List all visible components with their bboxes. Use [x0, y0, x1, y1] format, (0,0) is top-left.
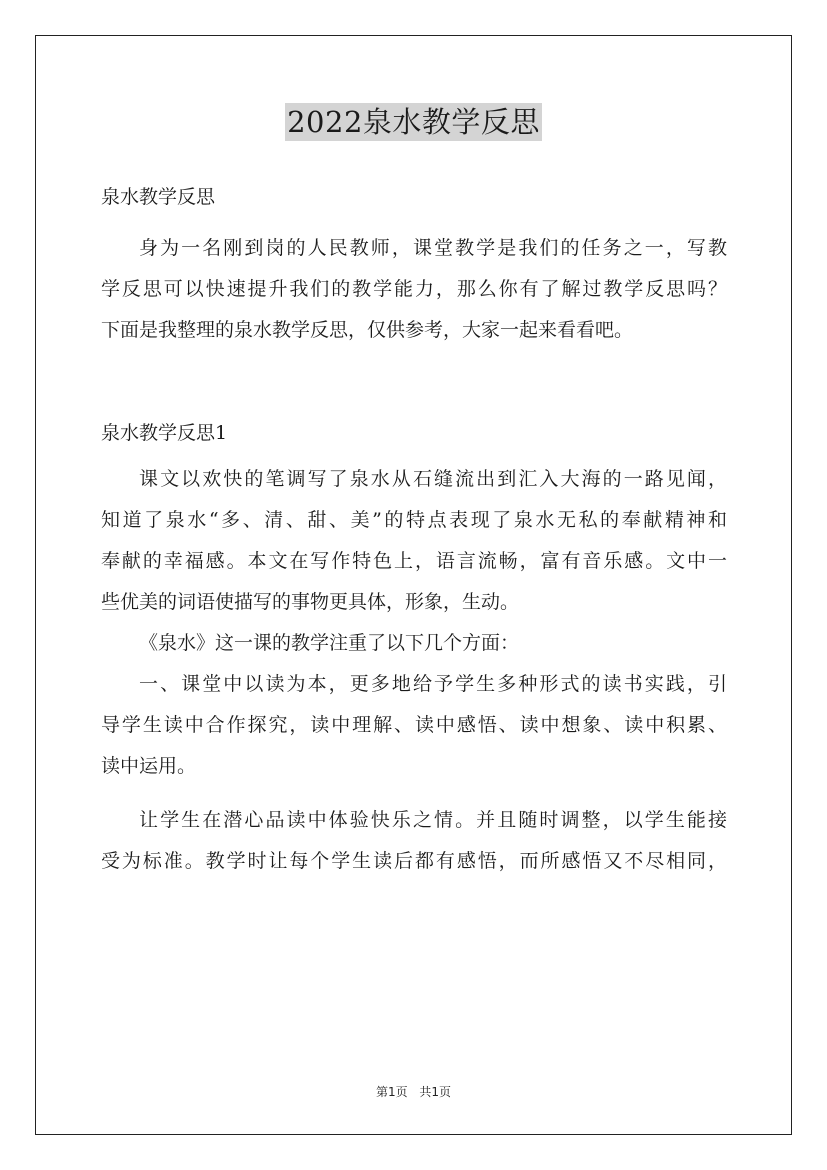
text-line: 知道了泉水“多、清、甜、美”的特点表现了泉水无私的奉献精神和: [101, 509, 727, 531]
document-title: 2022泉水教学反思: [287, 105, 540, 139]
text-line: 下面是我整理的泉水教学反思，仅供参考，大家一起来看看吧。: [101, 319, 634, 341]
section-heading: 泉水教学反思1: [101, 422, 228, 444]
document-heading: 泉水教学反思: [101, 186, 216, 208]
paragraph: [101, 800, 727, 882]
document-body: [101, 177, 727, 882]
intro-paragraph: [101, 228, 727, 351]
text-line: 《泉水》这一课的教学注重了以下几个方面：: [139, 632, 520, 654]
paragraph: [101, 459, 727, 623]
text-line: 些优美的词语使描写的事物更具体，形象，生动。: [101, 591, 520, 613]
text-line: 学反思可以快速提升我们的教学能力，那么你有了解过教学反思吗？: [101, 278, 727, 300]
paragraph: [101, 623, 727, 664]
text-line: 一、课堂中以读为本，更多地给予学生多种形式的读书实践，引: [139, 673, 727, 695]
page-total: 共1页: [419, 1085, 452, 1099]
text-line: 让学生在潜心品读中体验快乐之情。并且随时调整，以学生能接: [139, 809, 727, 831]
text-line: 身为一名刚到岗的人民教师，课堂教学是我们的任务之一，写教: [139, 237, 727, 259]
text-line: 受为标准。教学时让每个学生读后都有感悟，而所感悟又不尽相同，: [101, 850, 727, 872]
text-line: 课文以欢快的笔调写了泉水从石缝流出到汇入大海的一路见闻，: [139, 468, 727, 490]
page-footer: [0, 1083, 827, 1100]
paragraph: [101, 664, 727, 787]
text-line: 读中运用。: [101, 755, 197, 777]
page-number: 第1页: [375, 1085, 408, 1099]
title-area: [0, 103, 827, 141]
text-line: 奉献的幸福感。本文在写作特色上，语言流畅，富有音乐感。文中一: [101, 550, 727, 572]
text-line: 导学生读中合作探究，读中理解、读中感悟、读中想象、读中积累、: [101, 714, 727, 736]
